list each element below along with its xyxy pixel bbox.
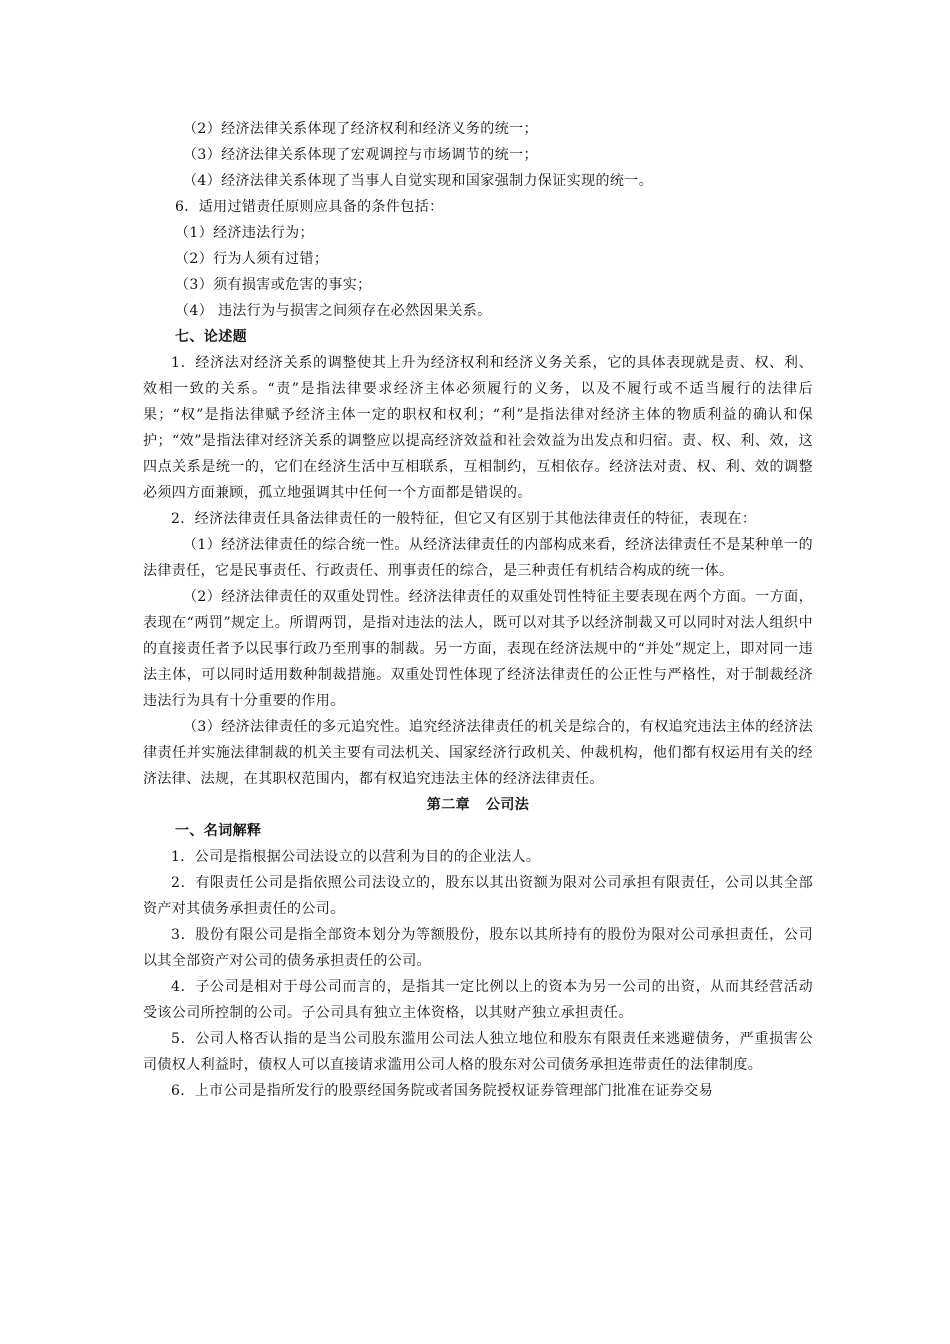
paragraph: 1．经济法对经济关系的调整使其上升为经济权利和经济义务关系，它的具体表现就是责、权、利、效相一致的关系。“责”是指法律要求经济主体必须履行的义务，以及不履行或不适当履行的法律后果；“权”是指法律赋予经济主体一定的职权和权利；“利”是指法律对经济主体的物质利益的确认和保护；“效”是指法律对经济关系的调整应以提高经济效益和社会效益为出发点和归宿。责、权、利、效，这四点关系是统一的，它们在经济生活中互相联系，互相制约，互相依存。经济法对责、权、利、效的调整必须四方面兼顾，孤立地强调其中任何一个方面都是错误的。 xyxy=(143,355,813,501)
definition-paragraph: 3．股份有限公司是指全部资本划分为等额股份，股东以其所持有的股份为限对公司承担责任，公司以其全部资产对公司的债务承担责任的公司。 xyxy=(143,927,813,969)
paragraph: （1）经济法律责任的综合统一性。从经济法律责任的内部构成来看，经济法律责任不是某种单一的法律责任，它是民事责任、行政责任、刑事责任的综合，是三种责任有机结合构成的统一体。 xyxy=(143,537,813,579)
chapter-title xyxy=(143,792,813,818)
list-item: （1）经济违法行为； xyxy=(175,225,314,241)
definition-paragraph: 2．有限责任公司是指依照公司法设立的，股东以其出资额为限对公司承担有限责任，公司以其全部资产对其债务承担责任的公司。 xyxy=(143,875,813,917)
list-item: （2）行为人须有过错； xyxy=(175,251,329,267)
chapter-label: 第二章 xyxy=(426,797,470,813)
paragraph: （3）经济法律责任的多元追究性。追究经济法律责任的机关是综合的，有权追究违法主体的经济法律责任并实施法律制裁的机关主要有司法机关、国家经济行政机关、仲裁机构，他们都有权运用有关的经济法律、法规，在其职权范围内，都有权追究违法主体的经济法律责任。 xyxy=(143,719,813,787)
section-heading: 七、论述题 xyxy=(175,329,247,345)
document-body xyxy=(143,116,813,1104)
list-item: （3）须有损害或危害的事实； xyxy=(175,277,372,293)
list-item: （4）经济法律关系体现了当事人自觉实现和国家强制力保证实现的统一。 xyxy=(183,173,654,189)
definition-paragraph: 1．公司是指根据公司法设立的以营利为目的的企业法人。 xyxy=(171,849,541,865)
paragraph: 2．经济法律责任具备法律责任的一般特征，但它又有区别于其他法律责任的特征，表现在： xyxy=(171,511,757,527)
list-item: （2）经济法律关系体现了经济权利和经济义务的统一； xyxy=(183,121,538,137)
paragraph: （2）经济法律责任的双重处罚性。经济法律责任的双重处罚性特征主要表现在两个方面。一方面，表现在“两罚”规定上。所谓两罚，是指对违法的法人，既可以对其予以经济制裁又可以同时对法人组织中的直接责任者予以民事行政乃至刑事的制裁。另一方面，表现在经济法规中的“并处”规定上，即对同一违法主体，可以同时适用数种制裁措施。双重处罚性体现了经济法律责任的公正性与严格性，对于制裁经济违法行为具有十分重要的作用。 xyxy=(143,589,813,709)
definition-paragraph: 5．公司人格否认指的是当公司股东滥用公司法人独立地位和股东有限责任来逃避债务，严重损害公司债权人利益时，债权人可以直接请求滥用公司人格的股东对公司债务承担连带责任的法律制度。 xyxy=(143,1031,813,1073)
section-heading: 一、名词解释 xyxy=(175,823,262,839)
list-item: （4） 违法行为与损害之间须存在必然因果关系。 xyxy=(175,303,492,319)
definition-paragraph: 6．上市公司是指所发行的股票经国务院或者国务院授权证券管理部门批准在证券交易 xyxy=(171,1083,714,1099)
definition-paragraph: 4．子公司是相对于母公司而言的，是指其一定比例以上的资本为另一公司的出资，从而其经营活动受该公司所控制的公司。子公司具有独立主体资格，以其财产独立承担责任。 xyxy=(143,979,813,1021)
list-item: （3）经济法律关系体现了宏观调控与市场调节的统一； xyxy=(183,147,538,163)
list-item: 6．适用过错责任原则应具备的条件包括： xyxy=(175,199,444,215)
chapter-name: 公司法 xyxy=(486,797,530,813)
